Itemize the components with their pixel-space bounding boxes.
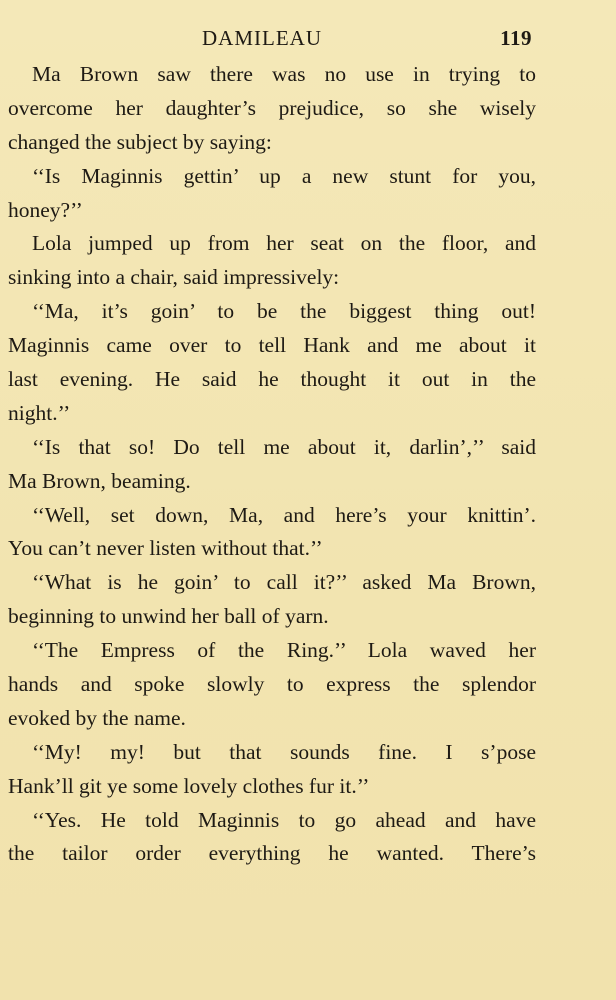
text-line: sinking into a chair, said impressively:	[8, 265, 340, 290]
text-line: beginning to unwind her ball of yarn.	[8, 604, 329, 629]
text-line: overcome her daughter’s prejudice, so she wisely	[8, 95, 536, 120]
text-line: ‘‘Ma, it’s goin’ to be the biggest thing out!	[32, 299, 536, 324]
text-line: ‘‘The Empress of the Ring.’’ Lola waved her	[32, 638, 536, 663]
text-line: changed the subject by saying:	[8, 129, 272, 154]
running-title: DAMILEAU	[202, 26, 322, 50]
text-line: night.’’	[8, 400, 71, 425]
text-line: ‘‘Is Maginnis gettin’ up a new stunt for you,	[32, 163, 536, 188]
text-line: Hank’ll git ye some lovely clothes fur it.’’	[8, 773, 370, 798]
body-text	[8, 58, 536, 871]
text-line: ‘‘Is that so! Do tell me about it, darlin’,’’ said	[32, 434, 536, 459]
text-line: hands and spoke slowly to express the splendor	[8, 672, 536, 697]
text-line: Lola jumped up from her seat on the floor, and	[32, 231, 536, 256]
text-line: the tailor order everything he wanted. There’s	[8, 841, 536, 866]
running-head	[0, 22, 616, 52]
text-line: last evening. He said he thought it out in the	[8, 367, 536, 392]
text-line: Ma Brown, beaming.	[8, 468, 191, 493]
text-line: ‘‘Well, set down, Ma, and here’s your knittin’.	[32, 502, 536, 527]
page-number: 119	[500, 26, 532, 50]
text-line: honey?’’	[8, 197, 83, 222]
text-line: Maginnis came over to tell Hank and me about it	[8, 333, 536, 358]
text-line: You can’t never listen without that.’’	[8, 536, 323, 561]
text-line: evoked by the name.	[8, 705, 186, 730]
text-line: ‘‘My! my! but that sounds fine. I s’pose	[32, 739, 536, 764]
text-line: ‘‘What is he goin’ to call it?’’ asked Ma Brown,	[32, 570, 536, 595]
text-line: Ma Brown saw there was no use in trying to	[32, 62, 536, 86]
text-line: ‘‘Yes. He told Maginnis to go ahead and have	[32, 807, 536, 832]
